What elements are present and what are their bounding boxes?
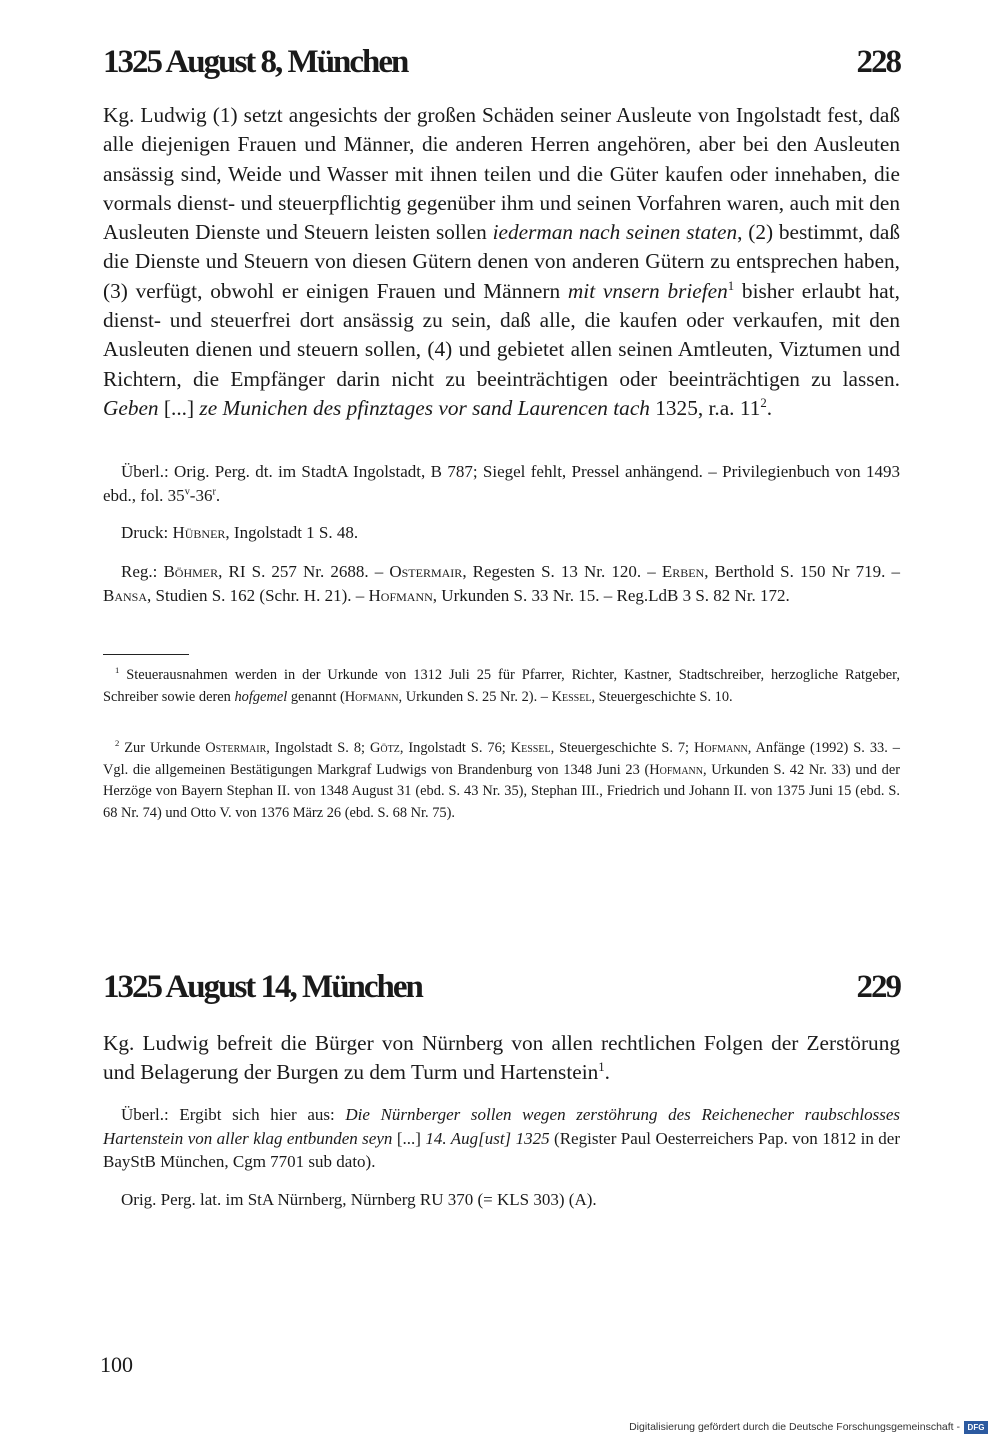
note-text: , Berthold S. 150 Nr 719. – (704, 562, 900, 581)
note-text: , RI S. 257 Nr. 2688. – (218, 562, 390, 581)
note-text: [...] (392, 1128, 426, 1148)
footnote-text: , Urkunden S. 25 Nr. 2). – (398, 688, 552, 705)
regest-text: [...] (158, 395, 200, 420)
regest-text: . (604, 1060, 610, 1085)
author-name: Hofmann (694, 740, 748, 756)
doc-228-regest (103, 101, 900, 423)
footnote-ref-1: 1 (727, 278, 735, 293)
regest-quote: iederman nach seinen staten (492, 220, 738, 245)
note-quote: Die Nürnberger sollen wegen zerstöhrung des Reichenecher raubschlosses Hartenstein von aller klag entbunden seyn (103, 1105, 901, 1148)
regest-quote: ze Munichen des pfinztages vor sand Laurencen tach (199, 395, 650, 420)
footnote-text: , Ingolstadt S. 8; (266, 740, 370, 756)
doc-229-heading (103, 967, 900, 1007)
footnote-divider (103, 654, 189, 655)
note-text: (Register Paul Oesterreichers Pap. von 1812 in der BayStB München, Cgm 7701 sub dato). (103, 1128, 900, 1171)
note-text: . (215, 485, 221, 505)
footnote-marker: 1 (115, 665, 120, 676)
regest-text: 1325, r.a. 11 (649, 395, 761, 420)
note-text: , Ingolstadt 1 S. 48. (225, 523, 359, 542)
doc-228-uberlieferung (103, 460, 900, 507)
note-text: , Urkunden S. 33 Nr. 15. – Reg.LdB 3 S. 82 Nr. 172. (432, 585, 790, 605)
doc-229-date-place: 1325 August 14, München (103, 969, 422, 1005)
digitization-credit: Digitalisierung gefördert durch die Deutsche Forschungsgemeinschaft - (629, 1421, 960, 1433)
doc-228-number: 228 (856, 44, 900, 80)
footnote-1 (103, 665, 900, 708)
doc-229-number: 229 (856, 969, 900, 1005)
footnote-2 (103, 738, 900, 824)
regest-text: , (2) bestimmt, daß die Dienste und Steuern von diesen Gütern denen von anderen Gütern zu entsprechen haben, (3) verfügt, obwohl er einigen Frauen und Männern (103, 220, 900, 303)
regest-quote: Geben (103, 395, 159, 420)
author-name: Ostermair (205, 740, 267, 756)
footnote-text: , Steuergeschichte S. 10. (591, 688, 733, 705)
footnote-ref-1: 1 (598, 1060, 605, 1075)
page-number: 100 (100, 1352, 133, 1377)
note-text: -36 (189, 485, 213, 505)
doc-229-regest (103, 1029, 900, 1088)
footnote-quote: hofgemel (234, 688, 288, 705)
footnote-text: Zur Urkunde (119, 740, 206, 756)
doc-228-regesten (103, 560, 900, 607)
regest-text: bisher erlaubt hat, dienst- und steuerfrei dort ansässig zu sein, daß alle, die kaufen oder verkaufen, mit den Ausleuten dienen und steuern sollen, (4) und gebietet allen seinen Amtleuten, Viztumen und Richtern, die Empfänger darin nicht zu beeinträchtigen oder beeinträchtigen zu lassen. (103, 278, 900, 391)
note-text: , Regesten S. 13 Nr. 120. – (462, 562, 662, 581)
regest-text: Kg. Ludwig befreit die Bürger von Nürnberg von allen rechtlichen Folgen der Zerstörung und Belagerung der Burgen zu dem Turm und Hartenstein (103, 1031, 900, 1085)
author-name: Hofmann (344, 688, 399, 705)
author-name: Hofmann (649, 761, 703, 778)
doc-228-druck (103, 521, 900, 545)
note-text: Druck: (121, 523, 173, 542)
dfg-logo: DFG (964, 1421, 988, 1434)
footnote-text: , Steuergeschichte S. 7; (550, 740, 694, 756)
note-quote: 14. Aug[ust] 1325 (425, 1128, 550, 1148)
doc-228-heading (103, 42, 900, 82)
author-name: Hofmann (368, 585, 433, 605)
footnote-ref-2: 2 (760, 395, 767, 410)
footnote-marker: 2 (115, 738, 120, 749)
superscript: r (212, 485, 216, 497)
regest-quote: mit vnsern briefen (567, 278, 728, 303)
footnote-text: genannt ( (287, 688, 345, 705)
footnote-text: , Urkunden S. 42 Nr. 33) und der Herzöge von Bayern Stephan II. von 1348 August 31 (ebd. S. 43 Nr. 35), Stephan III., Friedrich und Johann II. von 1375 Juni 15 (ebd. S. 68 Nr. 74) und Otto V. von 1376 März 26 (ebd. S. 68 Nr. 75). (103, 761, 900, 821)
footnote-text: , Ingolstadt S. 76; (399, 740, 511, 756)
author-name: Ostermair (389, 562, 463, 581)
note-text: , Studien S. 162 (Schr. H. 21). – (147, 585, 369, 605)
note-text: Überl.: Ergibt sich hier aus: (121, 1105, 346, 1124)
author-name: Böhmer (163, 562, 219, 581)
author-name: Erben (661, 562, 705, 581)
regest-text: Kg. Ludwig (1) setzt angesichts der großen Schäden seiner Ausleute von Ingolstadt fest, daß alle diejenigen Frauen und Männer, die anderen Herren angehören, aber bei den Ausleuten ansässig sind, Weide und Wasser mit ihnen teilen und die Güter kaufen oder innehaben, die vormals dienst- und steuerpflichtig gegenüber ihm und seinen Vorfahren waren, auch mit den Ausleuten Dienste und Steuern leisten sollen (103, 103, 900, 245)
footnote-text: Steuerausnahmen werden in der Urkunde von 1312 Juli 25 für Pfarrer, Richter, Kastner, Stadtschreiber, herzogliche Ratgeber, Schreiber sowie deren (103, 667, 900, 705)
superscript: v (184, 485, 190, 497)
doc-229-uberlieferung (103, 1103, 900, 1174)
author-name: Kessel (510, 740, 551, 756)
doc-229-original: Orig. Perg. lat. im StA Nürnberg, Nürnberg RU 370 (= KLS 303) (A). (121, 1190, 597, 1209)
doc-228-date-place: 1325 August 8, München (103, 44, 408, 80)
regest-text: . (766, 395, 773, 420)
author-name: Götz (369, 740, 400, 756)
author-name: Kessel (551, 688, 592, 705)
note-text: Überl.: Orig. Perg. dt. im StadtA Ingolstadt, B 787; Siegel fehlt, Pressel anhängend. – Privilegienbuch von 1493 ebd., fol. 35 (103, 462, 900, 505)
note-text: Reg.: (121, 562, 164, 581)
author-name: Bansa (103, 585, 148, 605)
author-name: Hübner (172, 523, 226, 542)
footnote-text: , Anfänge (1992) S. 33. – Vgl. die allgemeinen Bestätigungen Markgraf Ludwigs von Brandenburg von 1348 Juni 23 ( (103, 740, 900, 778)
